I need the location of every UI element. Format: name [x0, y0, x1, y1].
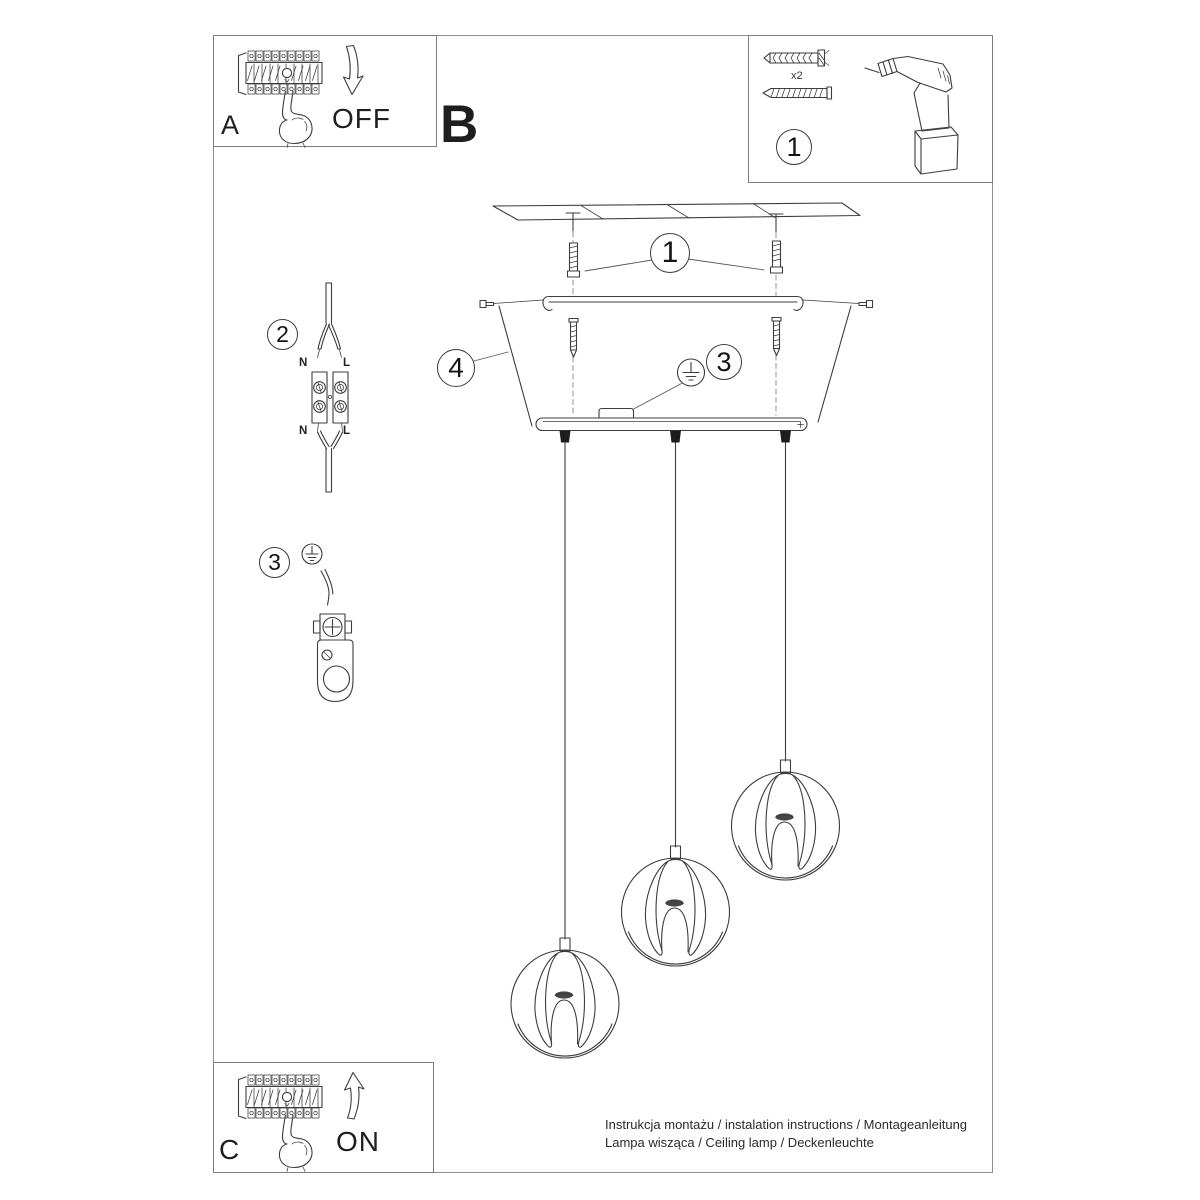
ceiling-icon	[493, 203, 860, 232]
arrow-up-icon	[345, 1073, 365, 1120]
arrow-down-icon	[344, 46, 364, 95]
pendant-lamp-icon	[622, 846, 730, 966]
ground-clamp-icon	[314, 570, 354, 702]
mounting-screw-icons	[569, 318, 781, 358]
step-a-label: A	[221, 110, 240, 140]
earth-ground-icon	[302, 544, 322, 564]
neutral-label-top: N	[299, 357, 308, 369]
drill-icon	[865, 57, 958, 175]
power-off-label: OFF	[332, 103, 391, 134]
callout-4-canopy: 4	[437, 349, 475, 387]
screw-icon	[763, 87, 832, 99]
step-b-label: B	[440, 95, 479, 154]
footer-line-1: Instrukcja montażu / instalation instructions / Montageanleitung	[605, 1117, 968, 1132]
live-label-top: L	[343, 357, 351, 369]
quantity-label: x2	[791, 70, 803, 82]
neutral-label-bottom: N	[299, 425, 308, 437]
callout-3-assembly: 3	[706, 344, 742, 380]
earth-ground-icon-main	[678, 359, 705, 386]
terminal-wiring-icon	[312, 283, 351, 492]
cable-glands	[560, 431, 792, 443]
canopy-bar-icon	[536, 418, 807, 431]
callout-1-anchors: 1	[650, 233, 690, 273]
callout-2-wiring: 2	[267, 319, 298, 350]
power-on-label: ON	[336, 1126, 380, 1157]
footer-line-2: Lampa wisząca / Ceiling lamp / Deckenleuchte	[605, 1135, 874, 1150]
live-label-bottom: L	[343, 425, 351, 437]
wall-plug-icon	[764, 50, 829, 66]
callout-1-kit: 1	[776, 129, 812, 165]
ground-wire-icon	[599, 409, 634, 418]
callout-3-ground: 3	[259, 547, 290, 578]
ground-leader-line	[634, 384, 682, 410]
pendant-lamp-icon	[511, 938, 619, 1058]
step-c-label: C	[219, 1134, 240, 1165]
pendant-lamp-icon	[732, 760, 840, 880]
canopy-outline	[499, 306, 851, 426]
suspension-cables	[565, 443, 786, 940]
mounting-bracket-icon	[480, 297, 873, 311]
